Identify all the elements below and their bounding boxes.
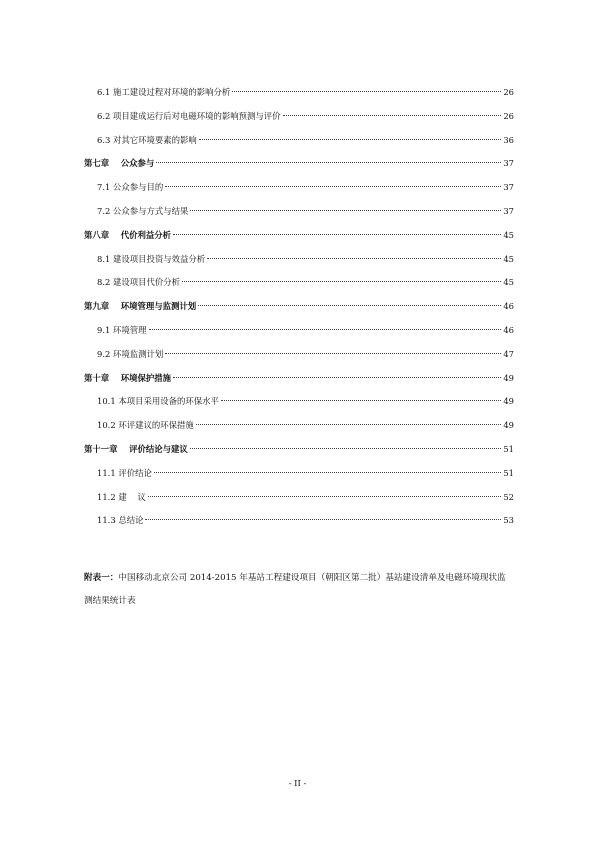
- toc-dot-leader: [198, 305, 501, 306]
- toc-page-number: 52: [503, 491, 514, 502]
- toc-dot-leader: [221, 400, 502, 401]
- toc-entry-title: 9.2: [97, 348, 111, 359]
- toc-dot-leader: [154, 472, 502, 473]
- toc-section-entry[interactable]: [84, 180, 514, 194]
- toc-entry-text: 环境管理与监测计划: [109, 301, 197, 312]
- toc-entry-title: 7.1: [97, 182, 111, 193]
- toc-page-number: 49: [503, 420, 514, 431]
- toc-page-number: 46: [503, 301, 514, 312]
- toc-section-entry[interactable]: [84, 466, 514, 480]
- toc-entry-text: 建设项目投资与效益分析: [110, 253, 206, 264]
- toc-dot-leader: [148, 496, 502, 497]
- toc-section-entry[interactable]: [84, 347, 514, 361]
- toc-page-number: 36: [503, 134, 514, 145]
- toc-section-entry[interactable]: [84, 275, 514, 289]
- toc-section-entry[interactable]: [84, 490, 514, 504]
- toc-entry-title: 6.2: [97, 110, 111, 121]
- toc-page-number: 46: [503, 325, 514, 335]
- toc-entry-title: 第十章: [84, 372, 110, 383]
- toc-entry-text: 本项目采用设备的环保水平: [115, 396, 219, 407]
- toc-dot-leader: [232, 91, 501, 92]
- toc-section-entry[interactable]: [84, 204, 514, 218]
- toc-dot-leader: [182, 281, 501, 282]
- toc-section-entry[interactable]: [84, 394, 514, 408]
- toc-entry-title: 第七章: [84, 158, 110, 169]
- toc-entry-title: 6.1: [97, 87, 111, 97]
- toc-entry-text: 公众参与: [109, 158, 155, 169]
- toc-entry-title: 11.2: [97, 491, 116, 502]
- toc-section-entry[interactable]: [84, 109, 514, 123]
- toc-page-number: 45: [503, 229, 514, 240]
- toc-entry-text: 公众参与方式与结果: [110, 206, 189, 216]
- toc-section-entry[interactable]: [84, 323, 514, 337]
- toc-entry-title: 第八章: [84, 229, 110, 240]
- toc-chapter-entry[interactable]: [84, 156, 514, 170]
- toc-page-number: 45: [503, 253, 514, 264]
- appendix-label: 附表一：: [84, 573, 119, 583]
- toc-dot-leader: [165, 186, 501, 187]
- toc-dot-leader: [207, 258, 501, 259]
- toc-entry-title: 10.2: [97, 420, 116, 431]
- toc-section-entry[interactable]: [84, 252, 514, 266]
- page-number: - II -: [288, 778, 307, 788]
- toc-page-number: 37: [503, 206, 514, 216]
- toc-dot-leader: [156, 162, 501, 163]
- toc-entry-text: 项目建成运行后对电磁环境的影响预测与评价: [110, 110, 281, 121]
- toc-section-entry[interactable]: [84, 513, 514, 527]
- toc-section-entry[interactable]: [84, 85, 514, 99]
- toc-entry-title: 8.2: [97, 277, 111, 288]
- toc-chapter-entry[interactable]: [84, 228, 514, 242]
- toc-dot-leader: [190, 210, 501, 211]
- toc-entry-text: 代价利益分析: [109, 229, 172, 240]
- toc-dot-leader: [173, 234, 501, 235]
- toc-page-number: 26: [503, 87, 514, 97]
- toc-page-number: 49: [503, 372, 514, 383]
- toc-chapter-entry[interactable]: [84, 442, 514, 456]
- toc-entry-text: 环境监测计划: [110, 348, 164, 359]
- toc-page-number: 37: [503, 182, 514, 193]
- toc-entry-text: 环境管理: [110, 325, 147, 335]
- appendix-text: 中国移动北京公司 2014-2015 年基站工程建设项目（朝阳区第二批）基站建设清单及电磁环境现状监测结果统计表: [84, 573, 506, 606]
- toc-chapter-entry[interactable]: [84, 299, 514, 313]
- toc-entry-title: 6.3: [97, 134, 111, 145]
- toc-page-number: 51: [503, 444, 514, 454]
- toc-dot-leader: [149, 329, 502, 330]
- toc-page-number: 37: [503, 158, 514, 169]
- toc-entry-title: 11.1: [97, 467, 116, 478]
- toc-entry-text: 评价结论与建议: [117, 444, 188, 454]
- toc-dot-leader: [283, 115, 502, 116]
- toc-entry-text: 评价结论: [115, 467, 152, 478]
- toc-entry-text: 建设项目代价分析: [110, 277, 180, 288]
- toc-page-number: 26: [503, 110, 514, 121]
- toc-dot-leader: [196, 424, 502, 425]
- toc-section-entry[interactable]: [84, 133, 514, 147]
- appendix-note: [84, 567, 514, 613]
- toc-entry-title: 10.1: [97, 396, 116, 407]
- toc-page-number: 45: [503, 277, 514, 288]
- toc-entry-text: 施工建设过程对环境的影响分析: [110, 87, 231, 97]
- toc-entry-title: 9.1: [97, 325, 111, 335]
- toc-dot-leader: [173, 377, 501, 378]
- toc-page-number: 49: [503, 396, 514, 407]
- toc-entry-title: 11.3: [97, 515, 116, 526]
- toc-page-number: 47: [503, 348, 514, 359]
- toc-page-number: 53: [503, 515, 514, 526]
- toc-section-entry[interactable]: [84, 418, 514, 432]
- toc-dot-leader: [190, 448, 502, 449]
- toc-dot-leader: [165, 353, 501, 354]
- toc-entry-title: 第九章: [84, 301, 110, 312]
- toc-dot-leader: [199, 139, 502, 140]
- toc-entry-text: 对其它环境要素的影响: [110, 134, 197, 145]
- toc-entry-title: 7.2: [97, 206, 111, 216]
- toc-entry-title: 第十一章: [84, 444, 118, 454]
- toc-page-number: 51: [503, 467, 514, 478]
- toc-entry-text: 环评建议的环保措施: [115, 420, 194, 431]
- toc-chapter-entry[interactable]: [84, 371, 514, 385]
- toc-entry-text: 建 议: [115, 491, 146, 502]
- toc-entry-text: 公众参与目的: [110, 182, 164, 193]
- toc-entry-text: 总结论: [115, 515, 144, 526]
- toc-entry-text: 环境保护措施: [109, 372, 172, 383]
- toc-entry-title: 8.1: [97, 253, 111, 264]
- toc-dot-leader: [145, 519, 501, 520]
